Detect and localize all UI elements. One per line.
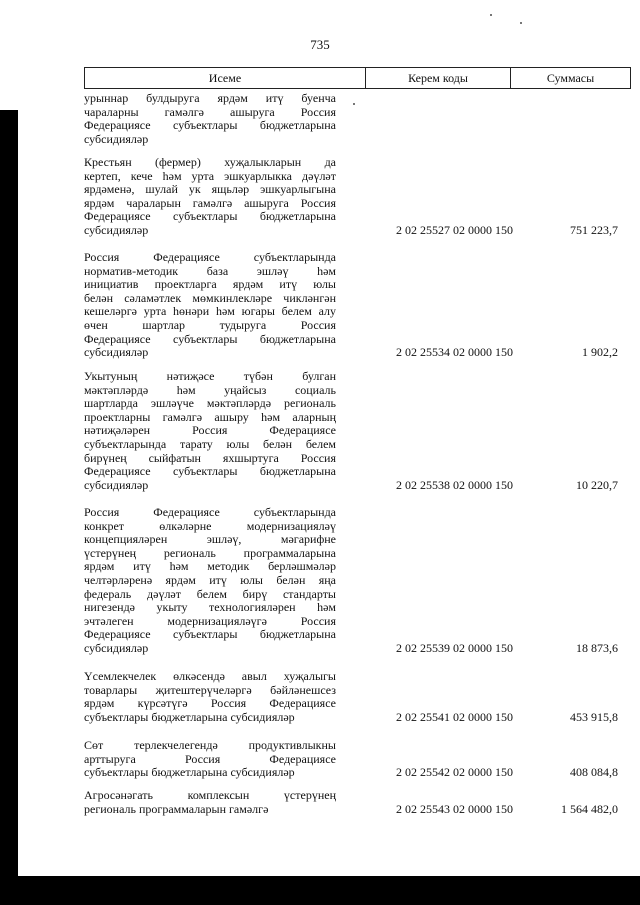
row-name-line: Россия Федерациясе субъектларында [84, 505, 336, 519]
row-name [84, 506, 336, 656]
row-name-line: субъектларында тарату юлы белән белем [84, 436, 336, 451]
row-name-line: товарлары җитештерүчеләргә бәйләнешсез [84, 682, 336, 697]
table-row [84, 739, 631, 780]
row-name-line: бирүнең сыйфатын яхшыртуга Россия [84, 450, 336, 465]
row-name [84, 789, 336, 816]
row-name-line: Россия Федерациясе субъектларында [84, 250, 336, 264]
row-name-line: Федерациясе субъектлары бюджетларына [84, 209, 336, 224]
row-name-line: үстерүнең региональ программаларына [84, 545, 336, 560]
row-name-line: Федерациясе субъектлары бюджетларына [84, 118, 336, 133]
row-code: 2 02 25527 02 0000 150 [396, 223, 513, 237]
table-row [84, 789, 631, 816]
header-name: Исеме [85, 68, 366, 88]
row-sum: 10 220,7 [576, 477, 618, 492]
row-name-line: нәтиҗәләрен Россия Федерациясе [84, 423, 336, 438]
row-name-line: региональ программаларын гамәлгә [84, 801, 269, 816]
row-code: 2 02 25541 02 0000 150 [396, 709, 513, 724]
row-sum: 18 873,6 [576, 641, 618, 655]
row-name-line: нигезендә укыту технологияләрен һәм [84, 600, 336, 615]
scan-speck [490, 14, 492, 16]
row-name-line: субсидияләр [84, 345, 149, 360]
scan-edge-bottom [0, 876, 640, 905]
row-name-line: субсидияләр [84, 477, 149, 492]
page-number: 735 [310, 37, 330, 52]
table-row [84, 156, 631, 238]
header-sum: Суммасы [546, 70, 595, 85]
row-name-line: Сөт терлекчелегендә продуктивлыкны [84, 738, 336, 752]
row-sum: 453 915,8 [570, 709, 618, 724]
row-name-line: субъектлары бюджетларына субсидияләр [84, 765, 295, 780]
row-name-line: ярдәменә, шулай ук ящьләр эшкуарлыгына [84, 182, 336, 197]
row-name-line: Федерациясе субъектлары бюджетларына [84, 627, 336, 642]
row-name-line: өчен шартлар тудыруга Россия [84, 317, 336, 332]
row-name [84, 370, 336, 492]
table-header [84, 67, 631, 89]
row-code: 2 02 25543 02 0000 150 [396, 801, 513, 816]
row-name [84, 156, 336, 238]
row-sum: 408 084,8 [570, 765, 618, 780]
row-name-line: кертеп, кече һәм урта эшкуарлыкка дәүләт [84, 168, 336, 183]
row-name-line: субсидияләр [84, 131, 149, 146]
row-name-line: кешеләргә урта һөнәри һәм югары белем алу [84, 304, 336, 319]
row-sum: 751 223,7 [570, 223, 618, 237]
row-name-line: норматив-методик база эшләү һәм [84, 263, 336, 278]
header-code: Керем коды [366, 68, 511, 88]
row-name-line: конкрет өлкәләрне модернизацияләү [84, 518, 336, 533]
table-row [84, 506, 631, 656]
table-row [84, 370, 631, 492]
row-name-line: челтәрләренә ярдәм итү юлы белән яңа [84, 572, 336, 587]
row-name-line: белән сәламәтлек мөмкинлекләре чикләнгән [84, 290, 336, 305]
row-name-line: ярдәм күрсәтүгә Россия Федерациясе [84, 696, 336, 711]
row-code: 2 02 25534 02 0000 150 [396, 345, 513, 360]
scan-speck [520, 22, 522, 24]
row-name-line: инициатив проектларга ярдәм итү юлы [84, 277, 336, 292]
row-name [84, 92, 336, 146]
table-row [84, 92, 631, 146]
table-row [84, 251, 631, 360]
row-name-line: Крестьян (фермер) хуҗалыкларын да [84, 155, 336, 169]
row-code: 2 02 25542 02 0000 150 [396, 765, 513, 780]
row-name [84, 739, 336, 780]
row-name-line: урыннар булдыруга ярдәм итү буенча [84, 91, 336, 105]
row-name [84, 670, 336, 724]
row-name-line: ярдәм итү һәм методик берләшмәләр [84, 559, 336, 574]
row-name [84, 251, 336, 360]
row-name-line: Үсемлекчелек өлкәсендә авыл хуҗалыгы [84, 669, 336, 683]
row-name-line: ярдәм чараларын гамәлгә ашыруга Россия [84, 195, 336, 210]
row-name-line: проектларны гамәлгә ашыру һәм аларның [84, 409, 336, 424]
row-sum: 1 902,2 [582, 345, 618, 360]
row-name-line: шартларда эшләүче мәктәпләрдә региональ [84, 396, 336, 411]
table-row [84, 670, 631, 724]
row-name-line: Федерациясе субъектлары бюджетларына [84, 331, 336, 346]
row-name-line: Агросәнәгать комплексын үстерүнең [84, 788, 336, 802]
scan-edge-left [0, 110, 18, 876]
row-name-line: арттыруга Россия Федерациясе [84, 751, 336, 766]
row-name-line: Укытуның нәтиҗәсе түбән булган [84, 369, 336, 383]
row-code: 2 02 25538 02 0000 150 [396, 477, 513, 492]
row-name-line: субсидияләр [84, 222, 149, 237]
row-name-line: Федерациясе субъектлары бюджетларына [84, 464, 336, 479]
scan-speck [353, 103, 355, 105]
row-name-line: чараларны гамәлгә ашыруга Россия [84, 104, 336, 119]
row-name-line: мәктәпләрдә һәм уңайсыз социаль [84, 382, 336, 397]
row-name-line: субсидияләр [84, 640, 149, 655]
row-name-line: эчтәлеген модернизацияләүгә Россия [84, 613, 336, 628]
row-name-line: концепцияләрен эшләү, мәгарифне [84, 532, 336, 547]
row-name-line: субъектлары бюджетларына субсидияләр [84, 709, 295, 724]
row-code: 2 02 25539 02 0000 150 [396, 641, 513, 655]
row-name-line: федераль дәүләт белем бирү стандарты [84, 586, 336, 601]
row-sum: 1 564 482,0 [561, 801, 618, 816]
